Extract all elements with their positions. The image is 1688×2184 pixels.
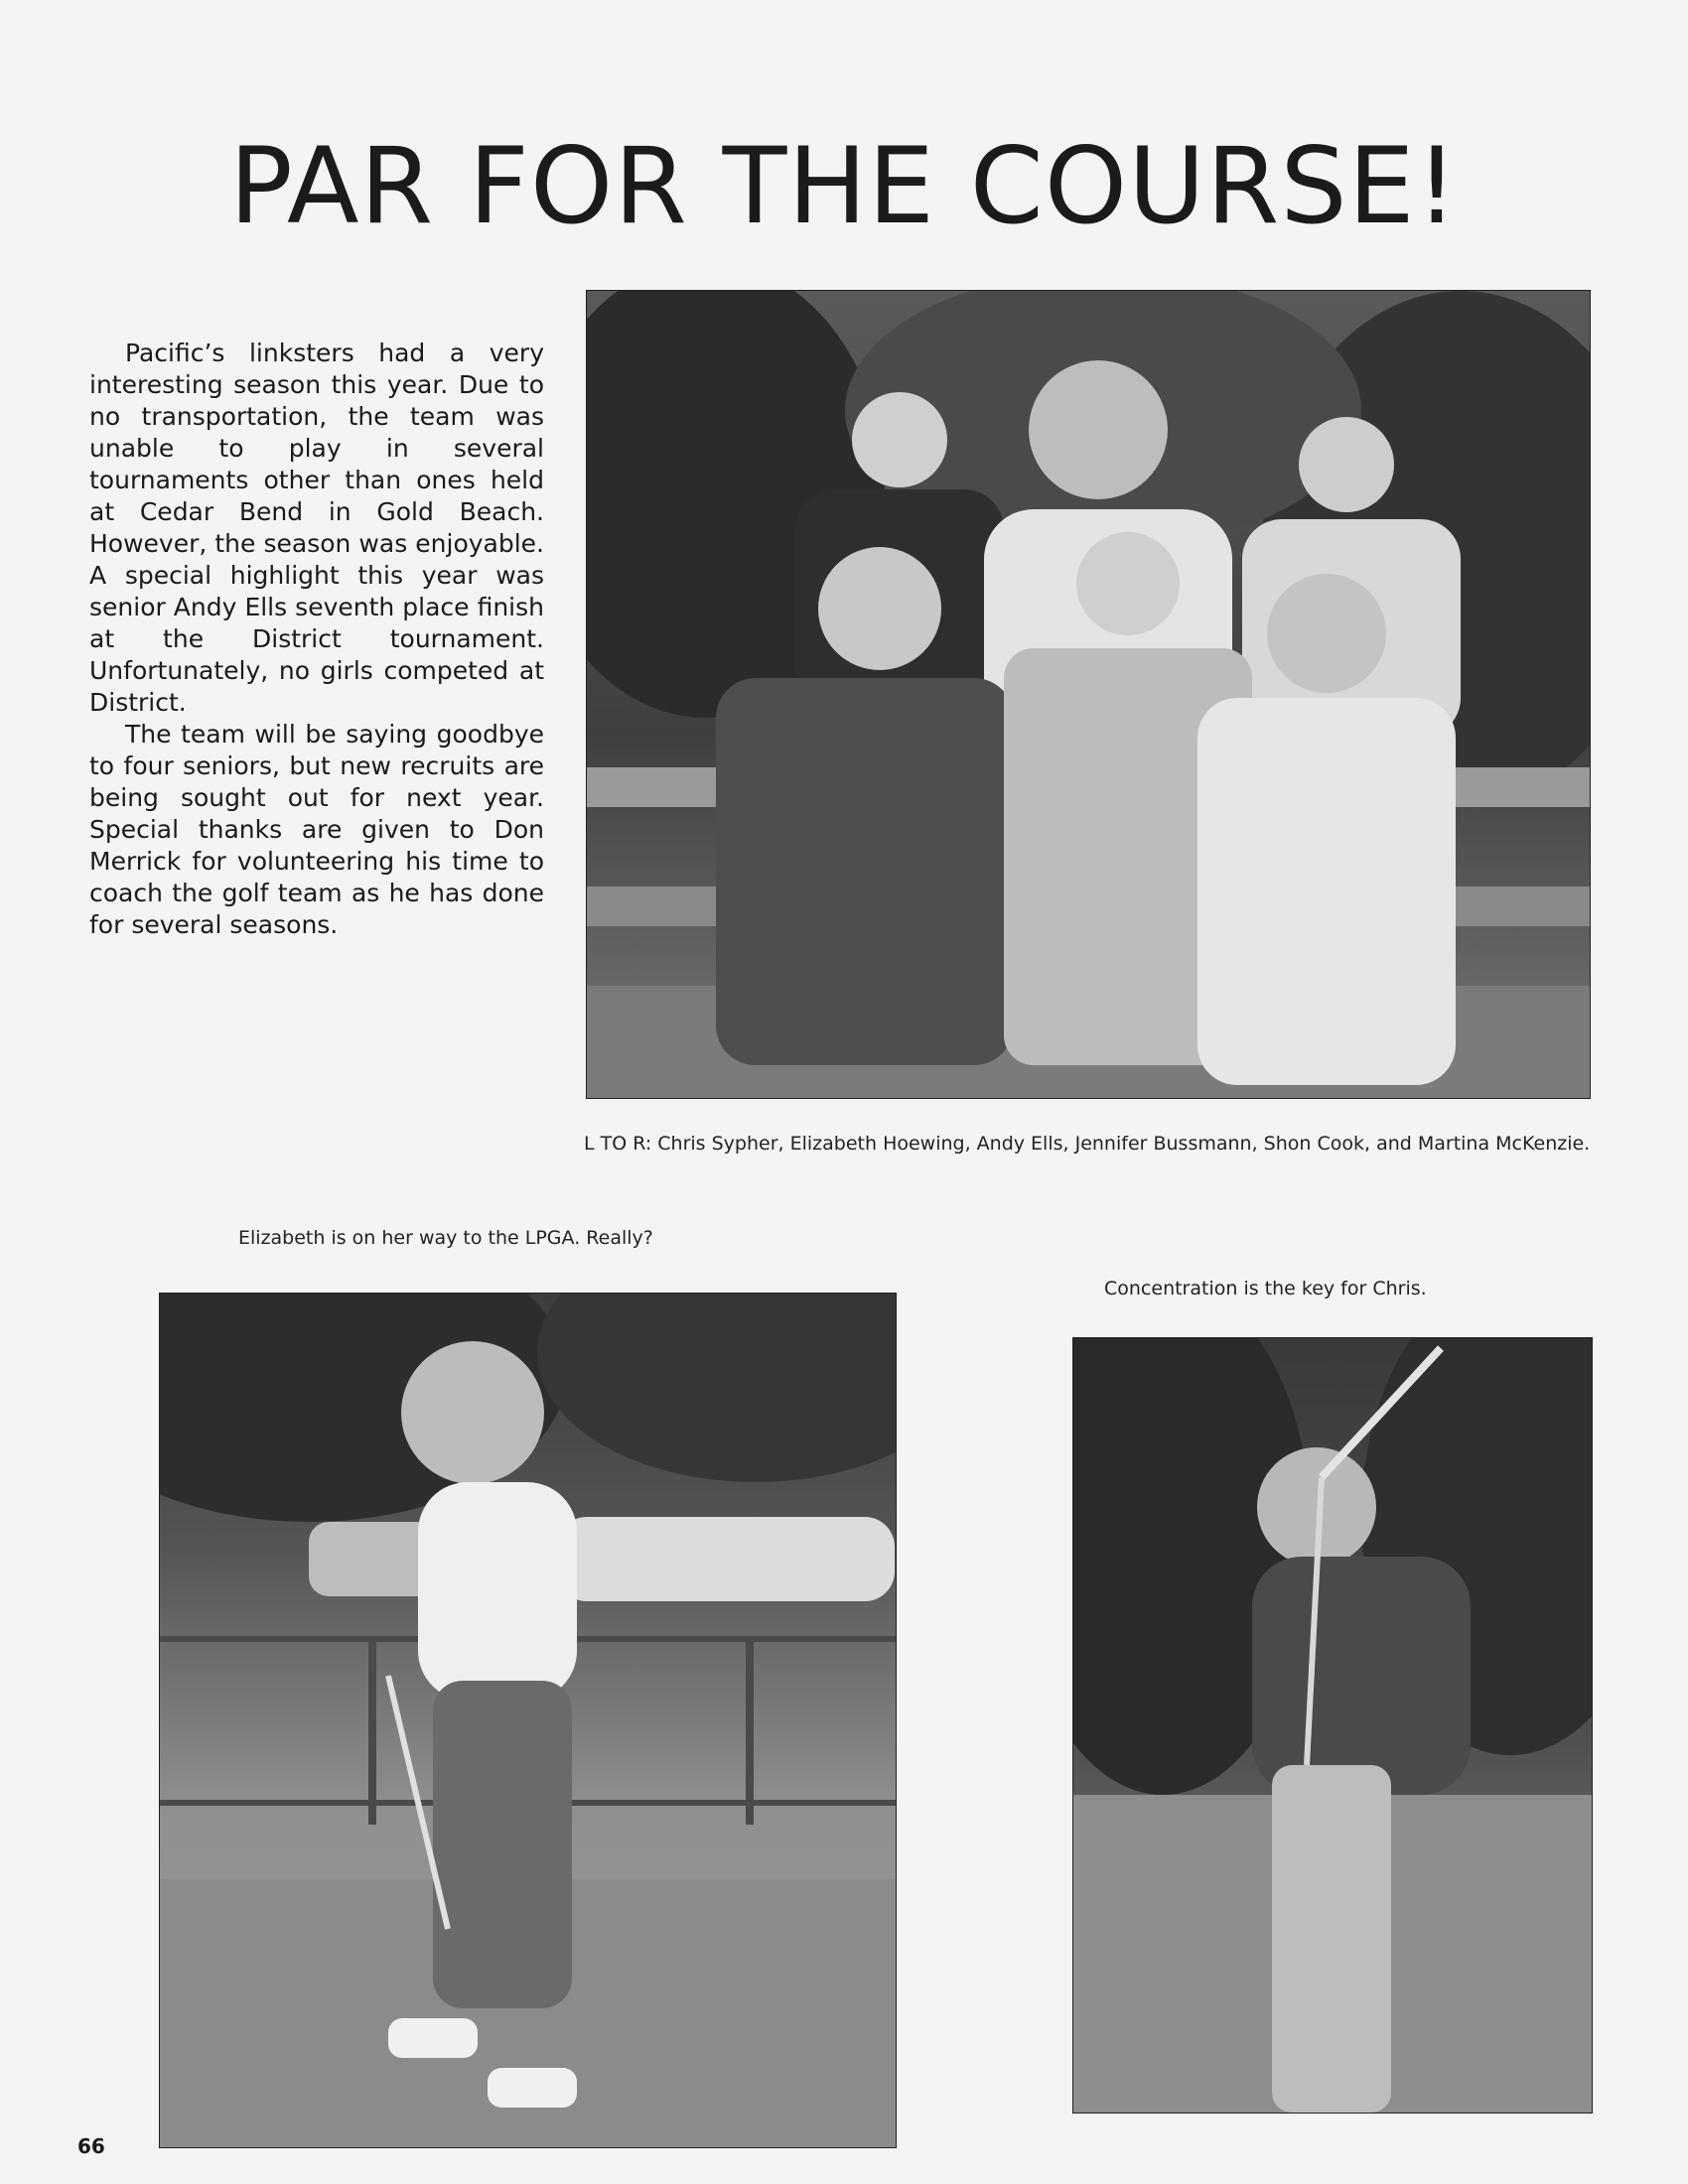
article-paragraph: Pacific’s linksters had a very interesting season this year. Due to no transportation, the team was unable to play in several tournaments other than ones held at Cedar Bend in Gold Beach. However, the season was enjoyable. A special highlight this year was senior Andy Ells seventh place finish at the District tournament. Unfortunately, no girls competed at District. — [89, 339, 544, 717]
team-photo-caption: L TO R: Chris Sypher, Elizabeth Hoewing, Andy Ells, Jennifer Bussmann, Shon Cook, and Martina McKenzie. — [584, 1133, 1591, 1155]
article-paragraph: The team will be saying goodbye to four seniors, but new recruits are being sought out for next year. Special thanks are given to Don Merrick for volunteering his time to coach the golf team as he has done for several seasons. — [89, 720, 544, 939]
page-title: PAR FOR THE COURSE! — [228, 125, 1460, 247]
page-number: 66 — [77, 2134, 105, 2158]
elizabeth-golf-photo — [159, 1293, 897, 2148]
chris-photo-caption: Concentration is the key for Chris. — [1104, 1278, 1427, 1299]
chris-golf-photo — [1072, 1337, 1593, 2114]
team-photo — [586, 290, 1591, 1099]
article-body — [89, 338, 544, 941]
elizabeth-photo-caption: Elizabeth is on her way to the LPGA. Really? — [238, 1227, 653, 1249]
